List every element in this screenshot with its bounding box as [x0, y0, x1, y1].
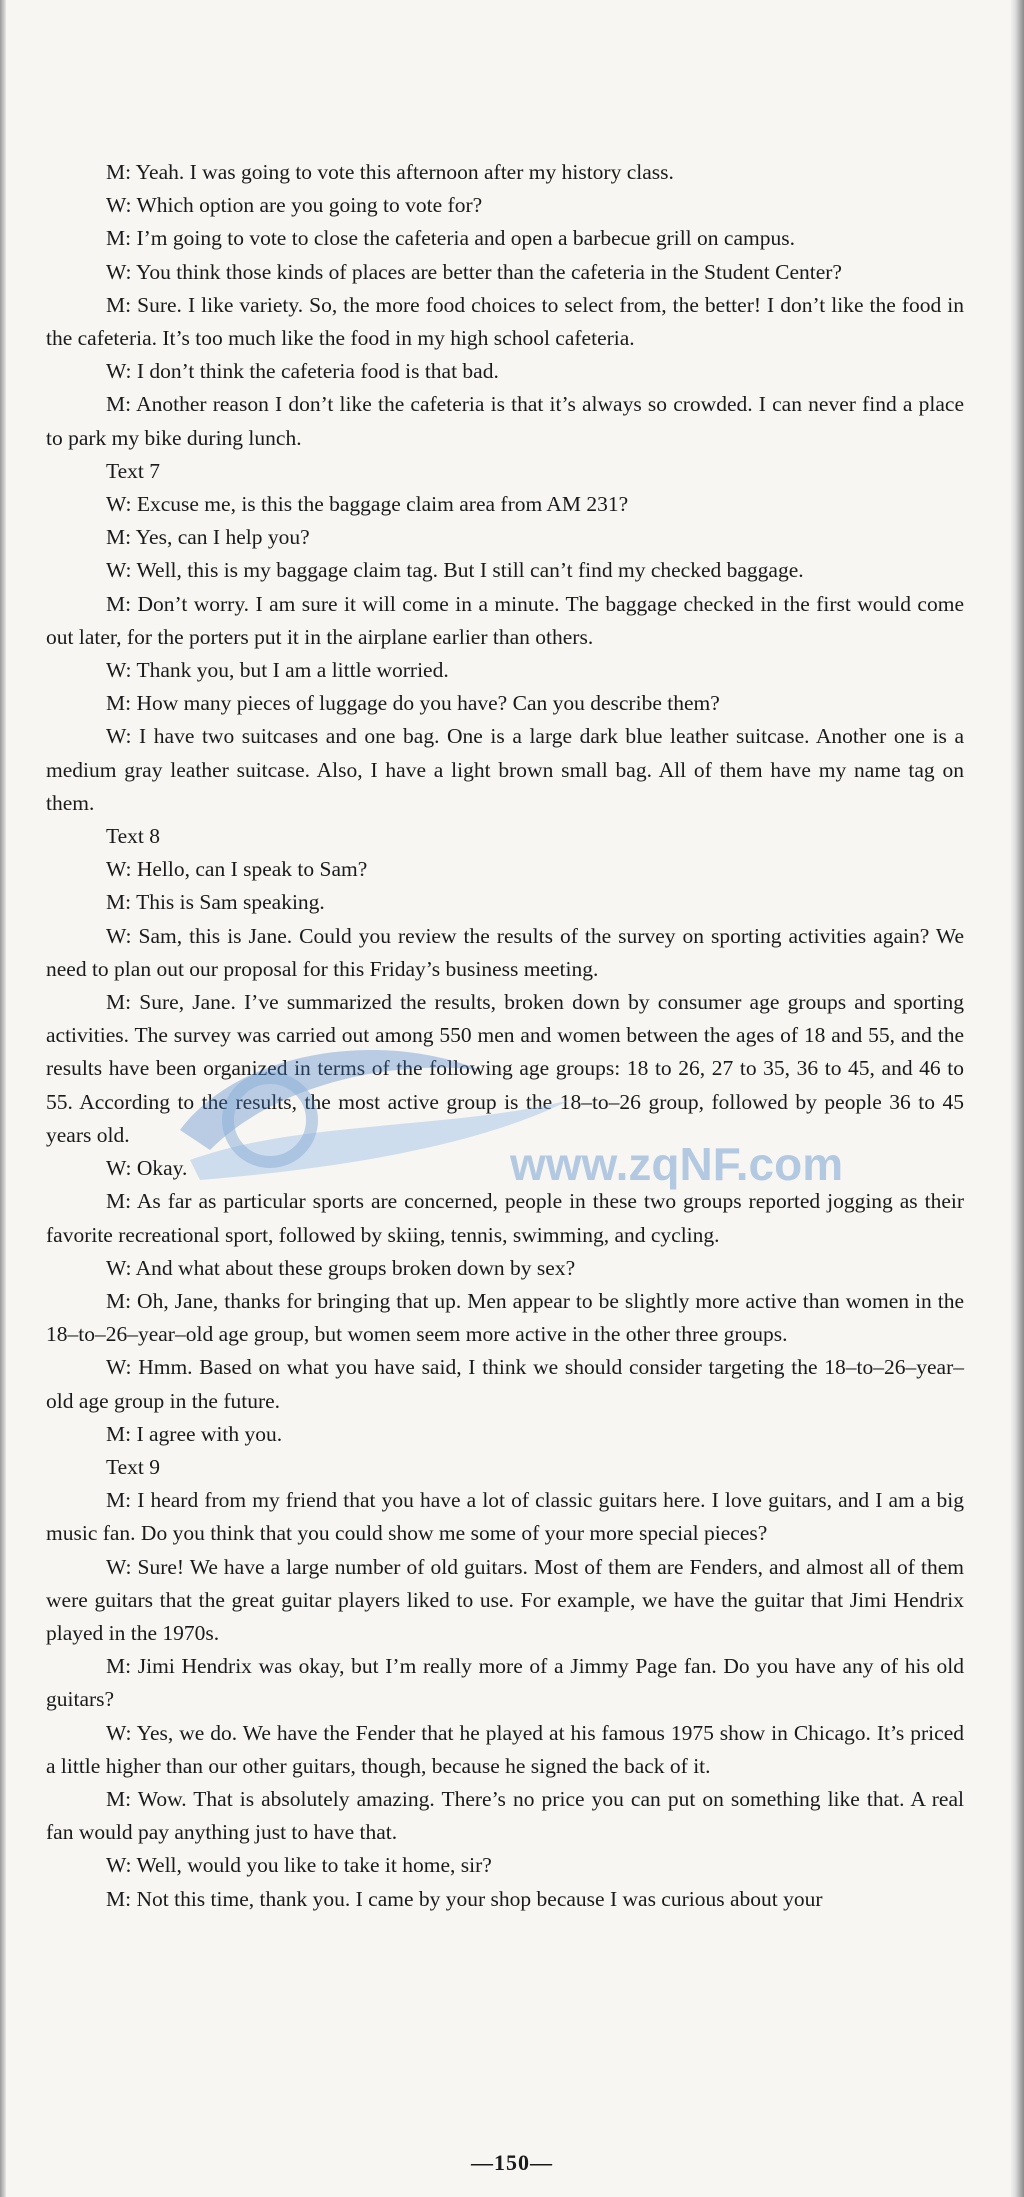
- dialogue-line: M: Wow. That is absolutely amazing. There’s no price you can put on something like that. A real fan would pay anything just to have that.: [46, 1786, 964, 1845]
- dialogue-line: W: Thank you, but I am a little worried.: [106, 658, 449, 683]
- dialogue-line: M: As far as particular sports are concerned, people in these two groups reported jogging as their favorite recreational sport, followed by skiing, tennis, swimming, and cycling.: [46, 1189, 964, 1247]
- dialogue-line: W: Sure! We have a large number of old guitars. Most of them are Fenders, and almost all of them were guitars that the great guitar players liked to use. For example, we have the guitar that Jimi Hendrix played in the 1970s.: [46, 1554, 964, 1645]
- dialogue-line: W: Okay.: [106, 1156, 188, 1181]
- dialogue-line: W: Which option are you going to vote for?: [106, 193, 483, 218]
- dialogue-line: M: How many pieces of luggage do you have? Can you describe them?: [106, 691, 720, 716]
- section-heading: Text 9: [106, 1454, 161, 1479]
- dialogue-line: M: I’m going to vote to close the cafeteria and open a barbecue grill on campus.: [106, 226, 795, 251]
- dialogue-line: W: Hmm. Based on what you have said, I think we should consider targeting the 18–to–26–year–old age group in the future.: [46, 1355, 964, 1413]
- dialogue-line: M: Jimi Hendrix was okay, but I’m really more of a Jimmy Page fan. Do you have any of his old guitars?: [46, 1654, 964, 1712]
- dialogue-line: M: Oh, Jane, thanks for bringing that up. Men appear to be slightly more active than women in the 18–to–26–year–old age group, but women seem more active in the other three groups.: [46, 1288, 964, 1347]
- section-heading: Text 8: [106, 824, 161, 849]
- dialogue-line: W: Hello, can I speak to Sam?: [106, 857, 368, 882]
- transcript-body: [46, 156, 964, 1916]
- dialogue-line: W: Well, would you like to take it home, sir?: [106, 1853, 492, 1878]
- dialogue-line: W: Excuse me, is this the baggage claim area from AM 231?: [106, 492, 629, 517]
- dialogue-line: M: Yes, can I help you?: [106, 525, 310, 550]
- watermark-text: www.zqNF.com: [510, 1138, 844, 1190]
- section-heading: Text 7: [106, 458, 161, 483]
- dialogue-line: M: Sure. I like variety. So, the more food choices to select from, the better! I don’t like the food in the cafeteria. It’s too much like the food in my high school cafeteria.: [46, 292, 964, 351]
- scan-edge-right: [1010, 0, 1024, 2197]
- page-number: —150—: [471, 2150, 553, 2175]
- dialogue-line: M: I heard from my friend that you have a lot of classic guitars here. I love guitars, and I am a big music fan. Do you think that you could show me some of your more special pieces?: [46, 1488, 964, 1546]
- dialogue-line: W: Well, this is my baggage claim tag. But I still can’t find my checked baggage.: [106, 558, 804, 583]
- dialogue-line: W: And what about these groups broken down by sex?: [106, 1255, 576, 1280]
- dialogue-line: W: You think those kinds of places are better than the cafeteria in the Student Center?: [106, 259, 842, 284]
- dialogue-line: M: Another reason I don’t like the cafeteria is that it’s always so crowded. I can never find a place to park my bike during lunch.: [46, 392, 964, 450]
- scan-edge-left: [0, 0, 6, 2197]
- dialogue-line: M: Sure, Jane. I’ve summarized the results, broken down by consumer age groups and sporting activities. The survey was carried out among 550 men and women between the ages of 18 and 55, and the results have been organized in terms of the following age groups: 18 to 26, 27 to 35, 36 to 45, and 46 to 55. According to the results, the most active group is the 18–to–26 group, followed by people 36 to 45 years old.: [46, 990, 964, 1147]
- dialogue-line: W: I don’t think the cafeteria food is that bad.: [106, 359, 499, 384]
- dialogue-line: M: Yeah. I was going to vote this afternoon after my history class.: [106, 160, 674, 184]
- dialogue-line: M: Don’t worry. I am sure it will come in a minute. The baggage checked in the first would come out later, for the porters put it in the airplane earlier than others.: [46, 591, 964, 649]
- dialogue-line: M: I agree with you.: [106, 1421, 283, 1446]
- dialogue-line: W: I have two suitcases and one bag. One is a large dark blue leather suitcase. Another one is a medium gray leather suitcase. Also, I have a light brown small bag. All of them have my name tag on them.: [46, 724, 964, 815]
- dialogue-line: M: This is Sam speaking.: [106, 890, 325, 915]
- dialogue-line: M: Not this time, thank you. I came by your shop because I was curious about your: [106, 1886, 823, 1911]
- dialogue-line: W: Sam, this is Jane. Could you review the results of the survey on sporting activities again? We need to plan out our proposal for this Friday’s business meeting.: [46, 923, 964, 981]
- dialogue-line: W: Yes, we do. We have the Fender that he played at his famous 1975 show in Chicago. It’s priced a little higher than our other guitars, though, because he signed the back of it.: [46, 1720, 964, 1778]
